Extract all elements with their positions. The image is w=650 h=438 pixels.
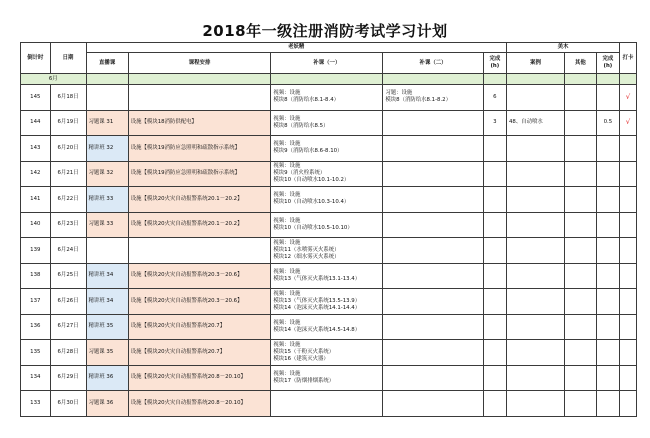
supp1-cell-line: 模块8（消防给水8.5） bbox=[273, 122, 329, 129]
supp1-cell-line: 模块14（泡沫灭火系统14.1-14.4） bbox=[273, 304, 361, 311]
live-cell: 习题课 32 bbox=[86, 161, 128, 187]
supp1-cell bbox=[271, 187, 383, 213]
table-row bbox=[21, 340, 637, 366]
supp1-cell-line: 模块13（气体灭火系统13.1-13.4） bbox=[273, 275, 361, 282]
month-row bbox=[21, 74, 637, 85]
plan-cell: 设施【模块20火灾自动报警系统20.7】 bbox=[128, 314, 271, 340]
supp1-cell-line: 视频：设施 bbox=[273, 239, 301, 246]
supp1-cell bbox=[271, 161, 383, 187]
plan-cell: 设施【模块20火灾自动报警系统20.3－20.6】 bbox=[128, 263, 271, 289]
header-supp2: 补课（二） bbox=[383, 53, 483, 74]
header-teacher-b: 美木 bbox=[506, 43, 619, 53]
case-cell bbox=[506, 136, 564, 162]
case-cell bbox=[506, 212, 564, 238]
supp2-cell bbox=[383, 85, 483, 111]
other-cell bbox=[565, 110, 597, 136]
header-checkin: 打卡 bbox=[620, 43, 637, 74]
countdown-cell: 145 bbox=[21, 85, 51, 111]
done2-cell bbox=[596, 263, 619, 289]
case-cell bbox=[506, 161, 564, 187]
other-cell bbox=[565, 289, 597, 315]
supp2-cell bbox=[383, 212, 483, 238]
header-countdown: 倒计时 bbox=[21, 43, 51, 74]
table-row bbox=[21, 187, 637, 213]
supp1-cell bbox=[271, 263, 383, 289]
live-cell: 精讲班 34 bbox=[86, 289, 128, 315]
done1-cell bbox=[483, 161, 506, 187]
checkin-cell bbox=[620, 136, 637, 162]
done1-cell: 3 bbox=[483, 110, 506, 136]
table-row bbox=[21, 136, 637, 162]
countdown-cell: 143 bbox=[21, 136, 51, 162]
checkin-cell bbox=[620, 263, 637, 289]
supp2-cell bbox=[383, 161, 483, 187]
supp1-cell-line: 视频：设施 bbox=[273, 163, 301, 170]
countdown-cell: 144 bbox=[21, 110, 51, 136]
supp1-cell-line: 模块11（水喷雾灭火系统） bbox=[273, 246, 340, 253]
done2-cell bbox=[596, 289, 619, 315]
date-cell: 6月24日 bbox=[50, 238, 86, 264]
checkin-cell: √ bbox=[620, 85, 637, 111]
supp2-cell bbox=[383, 289, 483, 315]
supp2-cell bbox=[383, 187, 483, 213]
table-row bbox=[21, 391, 637, 417]
live-cell: 精讲班 32 bbox=[86, 136, 128, 162]
table-row bbox=[21, 314, 637, 340]
done2-cell bbox=[596, 314, 619, 340]
done1-cell bbox=[483, 238, 506, 264]
live-cell: 习题课 31 bbox=[86, 110, 128, 136]
header-row-top bbox=[21, 43, 637, 53]
plan-cell bbox=[128, 238, 271, 264]
done2-cell bbox=[596, 340, 619, 366]
date-cell: 6月29日 bbox=[50, 365, 86, 391]
plan-cell: 设施【模块18消防供配电】 bbox=[128, 110, 271, 136]
done2-cell bbox=[596, 85, 619, 111]
other-cell bbox=[565, 85, 597, 111]
header-date: 日期 bbox=[50, 43, 86, 74]
case-cell bbox=[506, 391, 564, 417]
case-cell bbox=[506, 289, 564, 315]
page-title: 2018年一级注册消防考试学习计划 bbox=[202, 22, 448, 40]
checkin-cell bbox=[620, 340, 637, 366]
plan-cell: 设施【模块20火灾自动报警系统20.3－20.6】 bbox=[128, 289, 271, 315]
plan-cell: 设施【模块20火灾自动报警系统20.1－20.2】 bbox=[128, 212, 271, 238]
case-cell bbox=[506, 238, 564, 264]
supp1-cell bbox=[271, 365, 383, 391]
checkin-cell bbox=[620, 187, 637, 213]
checkin-cell bbox=[620, 238, 637, 264]
supp1-cell bbox=[271, 212, 383, 238]
countdown-cell: 134 bbox=[21, 365, 51, 391]
supp1-cell bbox=[271, 391, 383, 417]
checkin-cell bbox=[620, 161, 637, 187]
other-cell bbox=[565, 212, 597, 238]
supp2-cell bbox=[383, 391, 483, 417]
countdown-cell: 135 bbox=[21, 340, 51, 366]
supp2-cell bbox=[383, 365, 483, 391]
done1-cell bbox=[483, 340, 506, 366]
header-row-columns bbox=[21, 53, 637, 74]
done1-cell bbox=[483, 263, 506, 289]
supp1-cell-line: 模块16（建筑灭火器） bbox=[273, 355, 329, 362]
supp1-cell-line: 模块12（细水雾灭火系统） bbox=[273, 253, 340, 260]
case-cell bbox=[506, 187, 564, 213]
supp1-cell-line: 模块15（干粉灭火系统） bbox=[273, 348, 335, 355]
done1-cell bbox=[483, 365, 506, 391]
supp1-cell bbox=[271, 314, 383, 340]
case-cell: 48、自动喷水 bbox=[506, 110, 564, 136]
countdown-cell: 139 bbox=[21, 238, 51, 264]
supp1-cell bbox=[271, 110, 383, 136]
supp1-cell bbox=[271, 85, 383, 111]
supp1-cell-line: 视频：设施 bbox=[273, 141, 301, 148]
supp1-cell-line: 模块14（泡沫灭火系统14.5-14.8） bbox=[273, 326, 361, 333]
checkin-cell bbox=[620, 314, 637, 340]
date-cell: 6月22日 bbox=[50, 187, 86, 213]
live-cell bbox=[86, 238, 128, 264]
supp1-cell-line: 模块10（自动喷水10.5-10.10） bbox=[273, 224, 353, 231]
countdown-cell: 138 bbox=[21, 263, 51, 289]
plan-cell: 设施【模块20火灾自动报警系统20.1－20.2】 bbox=[128, 187, 271, 213]
case-cell bbox=[506, 85, 564, 111]
done1-cell bbox=[483, 289, 506, 315]
date-cell: 6月27日 bbox=[50, 314, 86, 340]
supp1-cell-line: 视频：设施 bbox=[273, 115, 301, 122]
header-live: 直播课 bbox=[86, 53, 128, 74]
other-cell bbox=[565, 187, 597, 213]
header-course-plan: 课程安排 bbox=[128, 53, 271, 74]
done2-cell bbox=[596, 136, 619, 162]
done2-cell bbox=[596, 391, 619, 417]
table-row bbox=[21, 110, 637, 136]
date-cell: 6月18日 bbox=[50, 85, 86, 111]
month-label: 6月 bbox=[21, 74, 87, 85]
supp1-cell-line: 模块9（消火栓系统） bbox=[273, 170, 326, 177]
case-cell bbox=[506, 263, 564, 289]
header-other: 其他 bbox=[565, 53, 597, 74]
done1-cell bbox=[483, 314, 506, 340]
date-cell: 6月21日 bbox=[50, 161, 86, 187]
checkin-cell bbox=[620, 289, 637, 315]
supp2-cell bbox=[383, 263, 483, 289]
supp2-cell bbox=[383, 340, 483, 366]
other-cell bbox=[565, 136, 597, 162]
live-cell bbox=[86, 85, 128, 111]
header-done1: 完成(h) bbox=[483, 53, 506, 74]
study-plan-table bbox=[20, 42, 637, 417]
supp1-cell-line: 视频：设施 bbox=[273, 192, 301, 199]
supp2-cell bbox=[383, 314, 483, 340]
plan-cell: 设施【模块20火灾自动报警系统20.8－20.10】 bbox=[128, 391, 271, 417]
countdown-cell: 141 bbox=[21, 187, 51, 213]
live-cell: 精讲班 36 bbox=[86, 365, 128, 391]
plan-cell bbox=[128, 85, 271, 111]
supp2-cell-line: 模块8（消防给水8.1-8.2） bbox=[385, 97, 452, 104]
supp1-cell-line: 模块13（气体灭火系统13.5-13.9） bbox=[273, 297, 361, 304]
other-cell bbox=[565, 391, 597, 417]
done1-cell bbox=[483, 212, 506, 238]
plan-cell: 设施【模块20火灾自动报警系统20.8－20.10】 bbox=[128, 365, 271, 391]
table-row bbox=[21, 212, 637, 238]
done1-cell bbox=[483, 391, 506, 417]
countdown-cell: 140 bbox=[21, 212, 51, 238]
date-cell: 6月26日 bbox=[50, 289, 86, 315]
case-cell bbox=[506, 365, 564, 391]
done1-cell bbox=[483, 136, 506, 162]
supp1-cell bbox=[271, 289, 383, 315]
header-supp1: 补课（一） bbox=[271, 53, 383, 74]
supp1-cell-line: 视频：设施 bbox=[273, 341, 301, 348]
date-cell: 6月23日 bbox=[50, 212, 86, 238]
supp1-cell-line: 模块8（消防给水8.1-8.4） bbox=[273, 97, 340, 104]
case-cell bbox=[506, 340, 564, 366]
plan-cell: 设施【模块20火灾自动报警系统20.7】 bbox=[128, 340, 271, 366]
checkin-cell bbox=[620, 391, 637, 417]
live-cell: 精讲班 35 bbox=[86, 314, 128, 340]
case-cell bbox=[506, 314, 564, 340]
supp1-cell-line: 模块10（自动喷水10.3-10.4） bbox=[273, 199, 350, 206]
supp1-cell-line: 模块17（防烟排烟系统） bbox=[273, 377, 335, 384]
table-row bbox=[21, 85, 637, 111]
live-cell: 习题课 36 bbox=[86, 391, 128, 417]
live-cell: 习题课 33 bbox=[86, 212, 128, 238]
live-cell: 习题课 35 bbox=[86, 340, 128, 366]
supp2-cell bbox=[383, 238, 483, 264]
date-cell: 6月28日 bbox=[50, 340, 86, 366]
countdown-cell: 142 bbox=[21, 161, 51, 187]
table-row bbox=[21, 365, 637, 391]
supp1-cell bbox=[271, 136, 383, 162]
other-cell bbox=[565, 238, 597, 264]
table-row bbox=[21, 263, 637, 289]
done2-cell bbox=[596, 161, 619, 187]
supp1-cell-line: 模块10（自动喷水10.1-10.2） bbox=[273, 177, 350, 184]
other-cell bbox=[565, 263, 597, 289]
plan-cell: 设施【模块19消防应急照明和疏散指示系统】 bbox=[128, 161, 271, 187]
supp1-cell-line: 视频：设施 bbox=[273, 319, 301, 326]
supp1-cell bbox=[271, 340, 383, 366]
live-cell: 精讲班 34 bbox=[86, 263, 128, 289]
other-cell bbox=[565, 314, 597, 340]
countdown-cell: 136 bbox=[21, 314, 51, 340]
done1-cell bbox=[483, 187, 506, 213]
other-cell bbox=[565, 340, 597, 366]
supp2-cell bbox=[383, 110, 483, 136]
header-teacher-a: 老妖精 bbox=[86, 43, 506, 53]
done2-cell bbox=[596, 238, 619, 264]
supp2-cell-line: 习题：设施 bbox=[385, 90, 413, 97]
supp2-cell bbox=[383, 136, 483, 162]
supp1-cell-line: 模块9（消防给水8.6-8.10） bbox=[273, 148, 343, 155]
header-done2: 完成(h) bbox=[596, 53, 619, 74]
supp1-cell bbox=[271, 238, 383, 264]
table-row bbox=[21, 161, 637, 187]
supp1-cell-line: 视频：设施 bbox=[273, 370, 301, 377]
checkin-cell bbox=[620, 365, 637, 391]
header-cases: 案例 bbox=[506, 53, 564, 74]
table-row bbox=[21, 238, 637, 264]
done1-cell: 6 bbox=[483, 85, 506, 111]
done2-cell: 0.5 bbox=[596, 110, 619, 136]
date-cell: 6月25日 bbox=[50, 263, 86, 289]
date-cell: 6月19日 bbox=[50, 110, 86, 136]
date-cell: 6月20日 bbox=[50, 136, 86, 162]
plan-cell: 设施【模块19消防应急照明和疏散指示系统】 bbox=[128, 136, 271, 162]
checkin-cell bbox=[620, 212, 637, 238]
table-row bbox=[21, 289, 637, 315]
supp1-cell-line: 视频：设施 bbox=[273, 268, 301, 275]
other-cell bbox=[565, 161, 597, 187]
other-cell bbox=[565, 365, 597, 391]
date-cell: 6月30日 bbox=[50, 391, 86, 417]
done2-cell bbox=[596, 212, 619, 238]
supp1-cell-line: 视频：设施 bbox=[273, 290, 301, 297]
done2-cell bbox=[596, 187, 619, 213]
countdown-cell: 137 bbox=[21, 289, 51, 315]
countdown-cell: 133 bbox=[21, 391, 51, 417]
live-cell: 精讲班 33 bbox=[86, 187, 128, 213]
supp1-cell-line: 视频：设施 bbox=[273, 217, 301, 224]
checkin-cell: √ bbox=[620, 110, 637, 136]
done2-cell bbox=[596, 365, 619, 391]
supp1-cell-line: 视频：设施 bbox=[273, 90, 301, 97]
